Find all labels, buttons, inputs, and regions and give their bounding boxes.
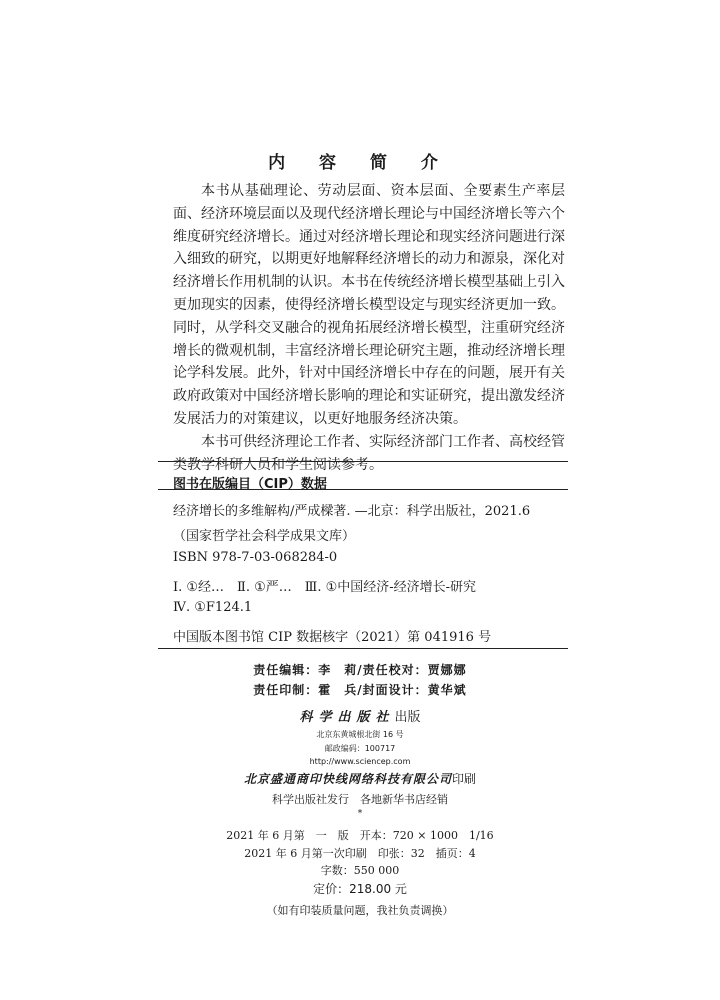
publisher-address: 北京东黄城根北街 16 号 — [316, 730, 404, 739]
publisher-suffix: 出版 — [394, 710, 421, 725]
word-count: 字数：550 000 — [320, 864, 400, 877]
cip-classification-2: Ⅳ. ①F124.1 — [173, 600, 253, 615]
page-title: 内 容 简 介 — [268, 153, 452, 173]
cip-bibliographic-line: 经济增长的多维解构/严成樑著. —北京：科学出版社，2021.6 — [173, 504, 531, 519]
quality-note: （如有印装质量问题，我社负责调换） — [266, 904, 454, 917]
credits-row-1: 责任编辑：李 莉/责任校对：贾娜娜 — [253, 663, 467, 677]
cip-heading-rule — [158, 489, 568, 490]
printer-suffix: 印刷 — [452, 772, 477, 786]
printer-name: 北京盛通商印快线网络科技有限公司 — [243, 772, 452, 786]
publisher-name: 科学出版社 — [299, 710, 395, 725]
price: 定价：218.00 元 — [313, 882, 407, 896]
publisher-line — [0, 706, 720, 725]
cip-bottom-rule — [158, 648, 568, 649]
cip-top-rule — [158, 461, 568, 462]
summary-paragraph-2: 本书可供经济理论工作者、实际经济部门工作者、高校经管类教学科研人员和学生阅读参考。 — [173, 433, 565, 473]
cip-isbn: ISBN 978-7-03-068284-0 — [173, 550, 338, 565]
distribution-line: 科学出版社发行 各地新华书店经销 — [272, 793, 448, 806]
cip-classification-1: Ⅰ. ①经… Ⅱ. ①严… Ⅲ. ①中国经济-经济增长-研究 — [173, 580, 477, 595]
publisher-url: http://www.sciencep.com — [309, 757, 411, 766]
publisher-postcode: 邮政编码：100717 — [324, 744, 396, 753]
edition-line-2: 2021 年 6 月第一次印刷 印张：32 插页：4 — [244, 847, 476, 860]
credits-row-2: 责任印制：霍 兵/封面设计：黄华斌 — [253, 683, 467, 697]
separator-star: * — [357, 809, 363, 819]
cip-heading: 图书在版编目（CIP）数据 — [173, 477, 327, 492]
edition-line-1: 2021 年 6 月第 一 版 开本：720 × 1000 1/16 — [226, 829, 494, 842]
cip-series-line: （国家哲学社会科学成果文库） — [173, 529, 356, 544]
content-summary — [173, 180, 565, 476]
cip-record-number: 中国版本图书馆 CIP 数据核字（2021）第 041916 号 — [173, 630, 492, 645]
printer-line — [0, 770, 720, 787]
summary-paragraph-1: 本书从基础理论、劳动层面、资本层面、全要素生产率层面、经济环境层面以及现代经济增长理论与中国经济增长等六个维度研究经济增长。通过对经济增长理论和现实经济问题进行深入细致的研究，以期更好地解释经济增长的动力和源泉，深化对经济增长作用机制的认识。本书在传统经济增长模型基础上引入更加现实的因素，使得经济增长模型设定与现实经济更加一致。同时，从学科交叉融合的视角拓展经济增长模型，注重研究经济增长的微观机制，丰富经济增长理论研究主题，推动经济增长理论学科发展。此外，针对中国经济增长中存在的问题，展开有关政府政策对中国经济增长影响的理论和实证研究，提出激发经济发展活力的对策建议，以更好地服务经济决策。 — [173, 183, 565, 427]
